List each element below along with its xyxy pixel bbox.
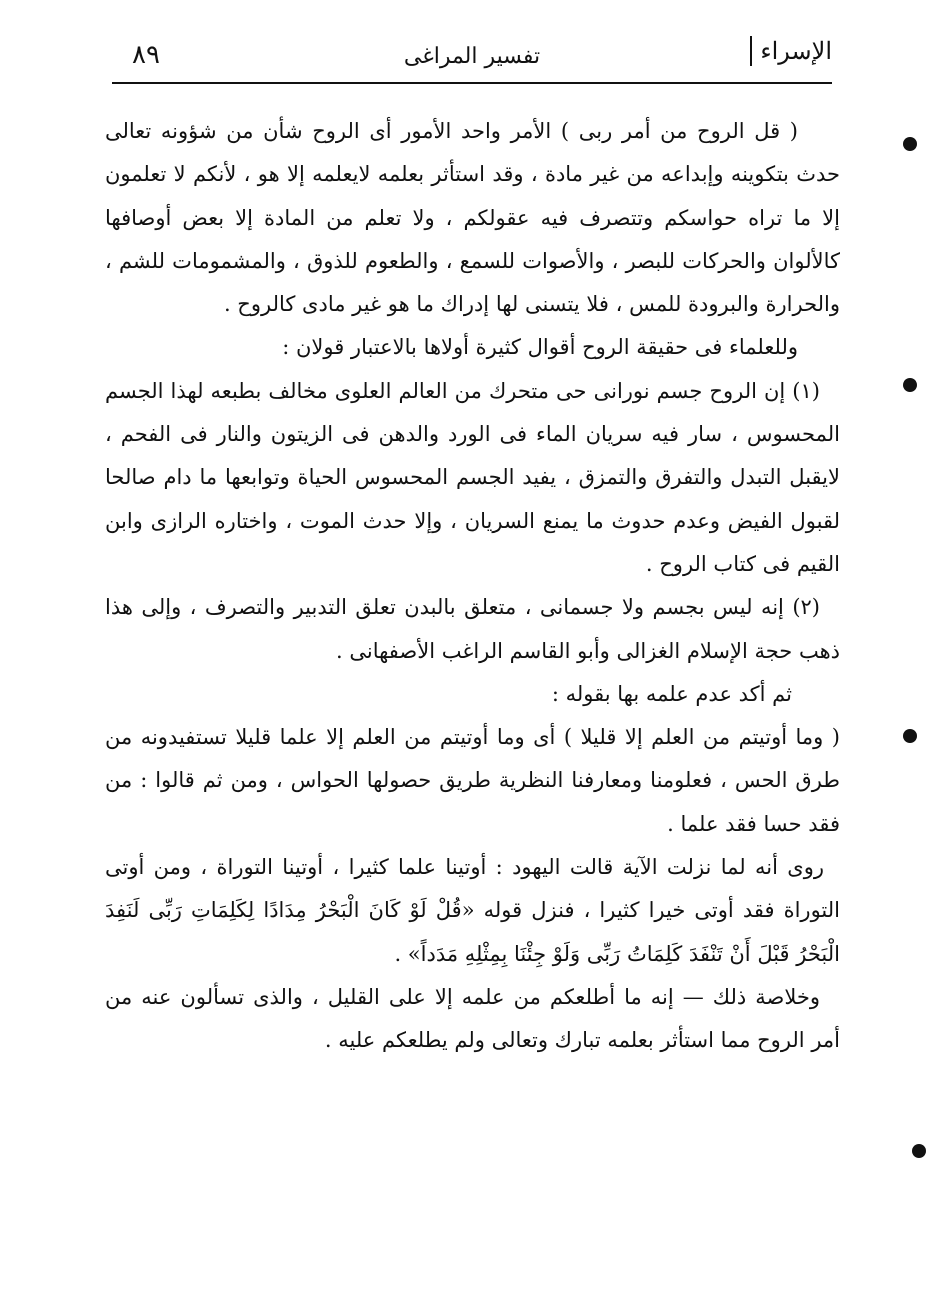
margin-marker <box>903 378 917 392</box>
page-header <box>112 22 832 84</box>
page-number: ٨٩ <box>132 40 160 70</box>
margin-marker <box>903 729 917 743</box>
paragraph-little-knowledge: ( وما أوتيتم من العلم إلا قليلا ) أى وما أوتيتم من العلم إلا علما قليلا تستفيدونه من طرق الحس ، فعلومنا ومعارفنا النظرية طريق حصولها الحواس ، ومن ثم قالوا : من فقد حسا فقد علما . <box>105 725 840 836</box>
paragraph-emphasis: ثم أكد عدم علمه بها بقوله : <box>551 681 792 706</box>
surah-name: الإسراء <box>750 36 832 66</box>
paragraph-jews-narration: روى أنه لما نزلت الآية قالت اليهود : أوتينا علما كثيرا ، أوتينا التوراة ، ومن أوتى التوراة فقد أوتى خيرا كثيرا ، فنزل قوله «قُلْ لَوْ كَانَ الْبَحْرُ مِدَادًا لِكَلِمَاتِ رَبِّى لَنَفِدَ الْبَحْرُ قَبْلَ أَنْ تَنْفَدَ كَلِمَاتُ رَبِّى وَلَوْ جِئْنَا بِمِثْلِهِ مَدَداً» . <box>105 855 840 966</box>
header-rule <box>112 82 832 84</box>
margin-marker <box>912 1144 926 1158</box>
paragraph-opinion-one: (١) إن الروح جسم نورانى حى متحرك من العالم العلوى مخالف بطبعه لهذا الجسم المحسوس ، سار فيه سريان الماء فى الورد والدهن فى الزيتون والنار فى الفحم ، لايقبل التبدل والتفرق والتمزق ، يفيد الجسم المحسوس الحياة وتوابعها ما دام صالحا لقبول الفيض وعدم حدوث ما يمنع السريان ، وإلا حدث الموت ، واختاره الرازى وابن القيم فى كتاب الروح . <box>105 378 840 576</box>
paragraph-summary: وخلاصة ذلك — إنه ما أطلعكم من علمه إلا على القليل ، والذى تسألون عنه من أمر الروح مما استأثر بعلمه تبارك وتعالى ولم يطلعكم عليه . <box>105 984 840 1053</box>
paragraph-spirit-definition: ( قل الروح من أمر ربى ) الأمر واحد الأمور أى الروح شأن من شؤونه تعالى حدث بتكوينه وإبداعه من غير مادة ، وقد استأثر بعلمه لايعلمه إلا هو ، لأنكم لا تعلمون إلا ما تراه حواسكم وتتصرف فيه عقولكم ، ولا تعلم من المادة إلا بعض أوصافها كالألوان والحركات للبصر ، والأصوات للسمع ، والطعوم للذوق ، والمشمومات للشم ، والحرارة والبرودة للمس ، فلا يتسنى لها إدراك ما هو غير مادى كالروح . <box>105 119 840 317</box>
margin-marker <box>903 137 917 151</box>
book-title: تفسير المراغى <box>403 44 541 69</box>
paragraph-opinion-two: (٢) إنه ليس بجسم ولا جسمانى ، متعلق بالبدن تعلق التدبير والتصرف ، وإلى هذا ذهب حجة الإسلام الغزالى وأبو القاسم الراغب الأصفهانى . <box>105 595 840 663</box>
paragraph-scholars-opinions: وللعلماء فى حقيقة الروح أقوال كثيرة أولاها بالاعتبار قولان : <box>282 335 798 360</box>
page-body <box>105 110 840 1063</box>
